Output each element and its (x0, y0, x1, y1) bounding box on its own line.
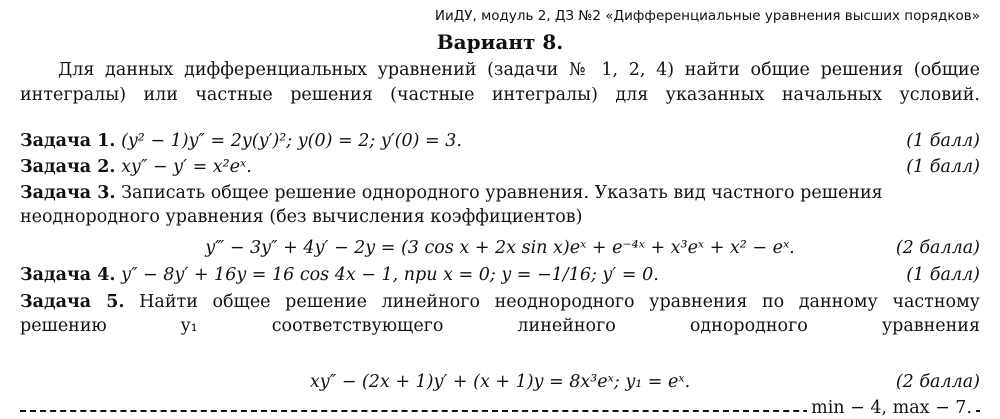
score-range: min − 4, max − 7. (807, 398, 976, 418)
task-2-label: Задача 2. (20, 157, 116, 177)
task-1-points: (1 балл) (906, 131, 980, 151)
task-1-equation: (y² − 1)y″ = 2y(y′)²; y(0) = 2; y′(0) = 3. (121, 131, 462, 151)
task-3-points: (2 балла) (895, 238, 980, 258)
task-5-equation: xy″ − (2x + 1)y′ + (x + 1)y = 8x³eˣ; y₁ = eˣ. (309, 372, 691, 392)
task-5-points: (2 балла) (895, 372, 980, 392)
task-4-points: (1 балл) (906, 265, 980, 285)
task-2-points: (1 балл) (906, 157, 980, 177)
task-5 (20, 290, 980, 338)
task-1-label: Задача 1. (20, 131, 116, 151)
task-2 (20, 155, 980, 179)
course-header: ИиДУ, модуль 2, ДЗ №2 «Дифференциальные уравнения высших порядков» (434, 8, 980, 24)
task-3-text: Записать общее решение однородного уравнения. Указать вид частного решения неоднородного уравнения (без вычисления коэффициентов) (20, 183, 883, 227)
variant-title: Вариант 8. (436, 30, 564, 54)
task-4 (20, 263, 980, 287)
task-5-text: Найти общее решение линейного неоднородного уравнения по данному частному решению y₁ соответствующего линейного однородного уравнения (20, 292, 980, 336)
task-4-label: Задача 4. (20, 265, 116, 285)
task-3-equation: y‴ − 3y″ + 4y′ − 2y = (3 cos x + 2x sin x)eˣ + e⁻⁴ˣ + x³eˣ + x² − eˣ. (205, 238, 795, 258)
intro-paragraph: Для данных дифференциальных уравнений (задачи № 1, 2, 4) найти общие решения (общие интегралы) или частные решения (частные интегралы) для указанных начальных условий. (20, 60, 980, 105)
task-1 (20, 129, 980, 153)
task-3-label: Задача 3. (20, 183, 116, 203)
task-2-equation: xy″ − y′ = x²eˣ. (121, 157, 252, 177)
task-5-label: Задача 5. (20, 292, 125, 312)
task-3 (20, 181, 980, 229)
task-4-equation: y″ − 8y′ + 16y = 16 cos 4x − 1, при x = 0; y = −1/16; y′ = 0. (121, 265, 659, 285)
